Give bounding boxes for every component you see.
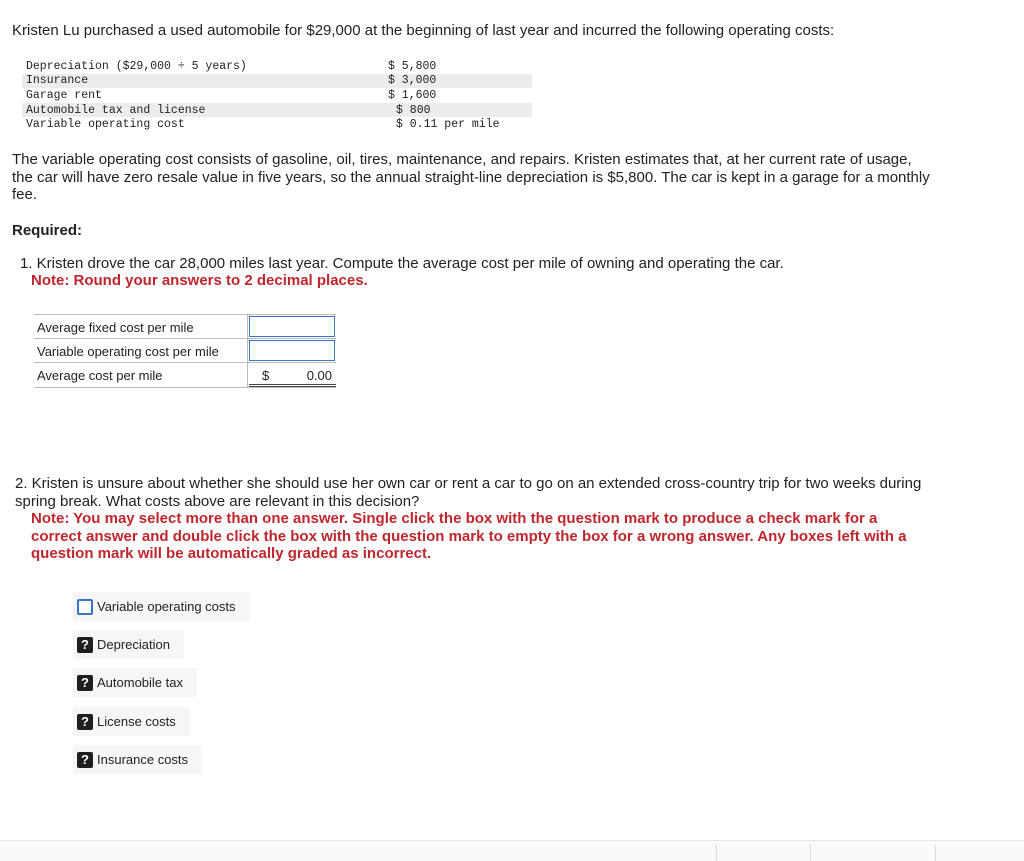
- answer-row-fixed-cost: [34, 314, 336, 339]
- question-2-text: 2. Kristen is unsure about whether she should use her own car or rent a car to go on an extended cross-country trip for two weeks during spring break. What costs above are relevant in this decision?: [15, 475, 922, 510]
- option-insurance-costs[interactable]: [73, 745, 202, 774]
- answer-label: Variable operating cost per mile: [37, 343, 219, 359]
- variable-cost-input[interactable]: [249, 340, 335, 361]
- cost-label: Insurance: [26, 74, 89, 88]
- cost-row: [22, 117, 532, 132]
- cost-label: Variable operating cost: [26, 118, 185, 132]
- cost-amount: $ 3,000: [388, 74, 437, 88]
- operating-costs-table: [22, 59, 532, 132]
- fixed-cost-input[interactable]: [249, 316, 335, 337]
- cost-label: Garage rent: [26, 88, 102, 102]
- cost-amount: $ 0.11 per mile: [396, 118, 500, 132]
- question-mark-box-icon[interactable]: ?: [77, 675, 93, 691]
- cost-row: [22, 74, 532, 89]
- option-variable-operating-costs[interactable]: [73, 592, 250, 621]
- option-label: Automobile tax: [97, 675, 183, 690]
- question-mark-box-icon[interactable]: ?: [77, 714, 93, 730]
- cost-label: Depreciation ($29,000 ÷ 5 years): [26, 59, 247, 73]
- column-divider: [247, 314, 248, 339]
- currency-symbol: $: [262, 368, 270, 383]
- empty-checkbox-icon[interactable]: [77, 599, 93, 615]
- question-mark-box-icon[interactable]: ?: [77, 637, 93, 653]
- cost-amount: $ 1,600: [388, 88, 437, 102]
- average-cost-value: 0.00: [306, 368, 332, 383]
- option-depreciation[interactable]: [73, 630, 184, 659]
- question-1-note: Note: Round your answers to 2 decimal places.: [31, 272, 368, 289]
- footer-separator: [716, 845, 717, 861]
- cost-row: [22, 88, 532, 103]
- answer-row-average-cost: [34, 363, 336, 388]
- option-label: Insurance costs: [97, 752, 189, 767]
- question-2-note: Note: You may select more than one answer. Single click the box with the question mark to produce a check mark for a correct answer and double click the box with the question mark to empty the box for a wrong answer. Any boxes left with a question mark will be automatically graded as incorrect.: [31, 510, 907, 562]
- column-divider: [247, 338, 248, 364]
- intro-text: Kristen Lu purchased a used automobile for $29,000 at the beginning of last year and incurred the following operating costs:: [12, 22, 835, 39]
- option-license-costs[interactable]: [73, 707, 190, 736]
- answer-row-variable-cost: [34, 339, 336, 364]
- question-1-text: 1. Kristen drove the car 28,000 miles last year. Compute the average cost per mile of owning and operating the car.: [20, 255, 784, 272]
- question-mark-box-icon[interactable]: ?: [77, 752, 93, 768]
- footer-bar: [0, 841, 1024, 861]
- column-divider: [247, 362, 248, 388]
- cost-amount: $ 800: [396, 103, 431, 117]
- answer-label: Average fixed cost per mile: [37, 320, 194, 335]
- option-label: Variable operating costs: [97, 599, 236, 614]
- option-label: Depreciation: [97, 637, 170, 652]
- cost-row: [22, 59, 532, 74]
- footer-separator: [810, 845, 811, 861]
- option-automobile-tax[interactable]: [73, 668, 197, 697]
- description-paragraph: The variable operating cost consists of gasoline, oil, tires, maintenance, and repairs. Kristen estimates that, at her current rate of usage, the car will have zero resale value in five years, so the annual straight-line depreciation is $5,800. The car is kept in a garage for a monthly fee.: [12, 151, 930, 203]
- option-label: License costs: [97, 714, 176, 729]
- cost-label: Automobile tax and license: [26, 103, 206, 117]
- answer-label: Average cost per mile: [37, 368, 163, 383]
- required-heading: Required:: [12, 222, 83, 239]
- cost-amount: $ 5,800: [388, 59, 437, 73]
- answer-table: [34, 314, 336, 388]
- cost-row: [22, 103, 532, 118]
- footer-separator: [935, 845, 936, 861]
